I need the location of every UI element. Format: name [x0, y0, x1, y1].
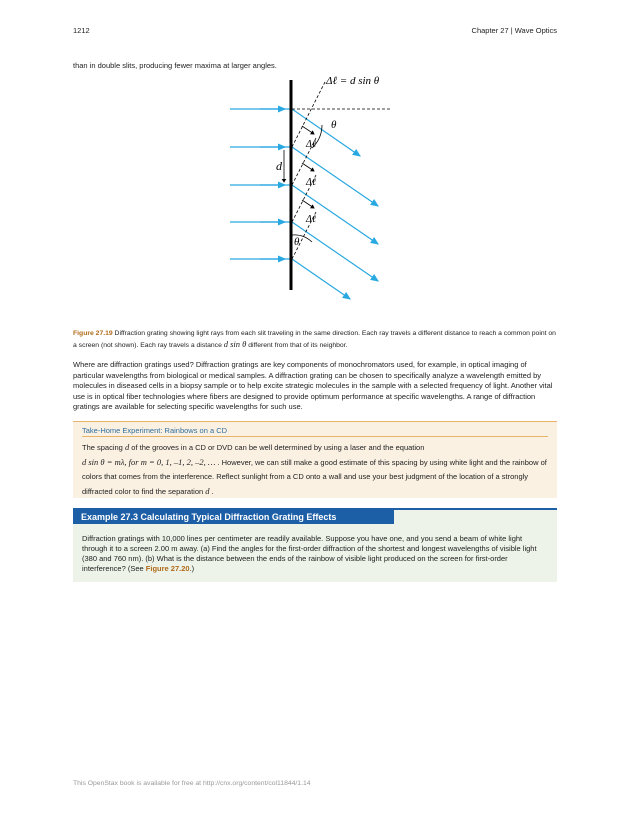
outgoing-rays [292, 109, 378, 299]
figure-caption [73, 328, 557, 351]
example-text: Diffraction gratings with 10,000 lines per centimeter are readily available. Suppose you have one, and you send a beam of white light through it to a screen 2.00 m away. (a) Find the angles for the first-order diffraction of the shortest and longest wavelengths of visible light (380 and 760 nm). (b) What is the distance between the ends of the rainbow of visible light produced on the screen for first-order interference? (See [82, 534, 537, 573]
take-home-divider [82, 436, 548, 437]
chapter-title: Chapter 27 | Wave Optics [471, 26, 557, 35]
take-home-box [73, 421, 557, 498]
incoming-rays [230, 109, 290, 259]
page-footer: This OpenStax book is available for free at http://cnx.org/content/col11844/1.14 [73, 780, 311, 787]
delta-label-1: Δℓ [306, 139, 317, 150]
theta-label-bottom: θ [294, 236, 300, 248]
take-home-body [82, 440, 548, 499]
take-home-title: Take-Home Experiment: Rainbows on a CD [82, 426, 228, 435]
take-home-text-c: . However, we can still make a good estimate of this spacing by using white light and the rainbow of colors that comes from the interference. Reflect sunlight from a CD onto a wall and use your best judgment of the location of a strongly diffracted color to find the separation [82, 458, 547, 496]
intro-text: than in double slits, producing fewer maxima at larger angles. [73, 61, 277, 70]
delta-label-2: Δℓ [306, 177, 317, 188]
example-text-end: .) [189, 564, 195, 573]
spacing-label: d [276, 159, 282, 173]
figure-link[interactable]: Figure 27.20 [145, 564, 190, 573]
caption-text-a: Diffraction grating showing light rays from each slit traveling in the same direction. Each ray travels a different distance to reach a common point on a screen (not shown). Each ray travels a distance [73, 330, 556, 349]
take-home-math-d2: d [205, 486, 210, 496]
diffraction-grating-figure [230, 70, 400, 300]
caption-text-b: different from that of its neighbor. [246, 342, 348, 349]
take-home-text-d: . [209, 487, 214, 496]
body-paragraph: Where are diffraction gratings used? Diffraction gratings are key components of monochromators used, for example, in optical imaging of particular wavelengths from biological or medical samples. A diffraction grating can be chosen to specifically analyze a wavelength emitted by molecules in diseased cells in a biopsy sample or to help excite strategic molecules in the sample with a selected frequency of light. Another vital use is in optical fiber technologies where fibers are designed to provide optimum performance at specific wavelengths. A range of diffraction gratings are available for selecting specific wavelengths for such use. [73, 360, 553, 411]
page-number: 1212 [73, 26, 90, 35]
delta-label-3: Δℓ [306, 214, 317, 225]
example-box [73, 508, 557, 582]
theta-label-top: θ [331, 119, 337, 131]
take-home-equation: d sin θ = mλ, for m = 0, 1, –1, 2, –2, … [82, 457, 216, 467]
example-body [82, 534, 548, 574]
take-home-math-d: d [124, 442, 130, 452]
take-home-text-b: of the grooves in a CD or DVD can be well determined by using a laser and the equation [129, 443, 425, 452]
path-difference-equation: Δℓ = d sin θ [326, 75, 380, 87]
caption-math: d sin θ [223, 339, 247, 349]
take-home-text-a: The spacing [82, 443, 125, 452]
example-title: Example 27.3 Calculating Typical Diffraction Grating Effects [73, 510, 394, 524]
figure-label: Figure 27.19 [73, 330, 113, 337]
